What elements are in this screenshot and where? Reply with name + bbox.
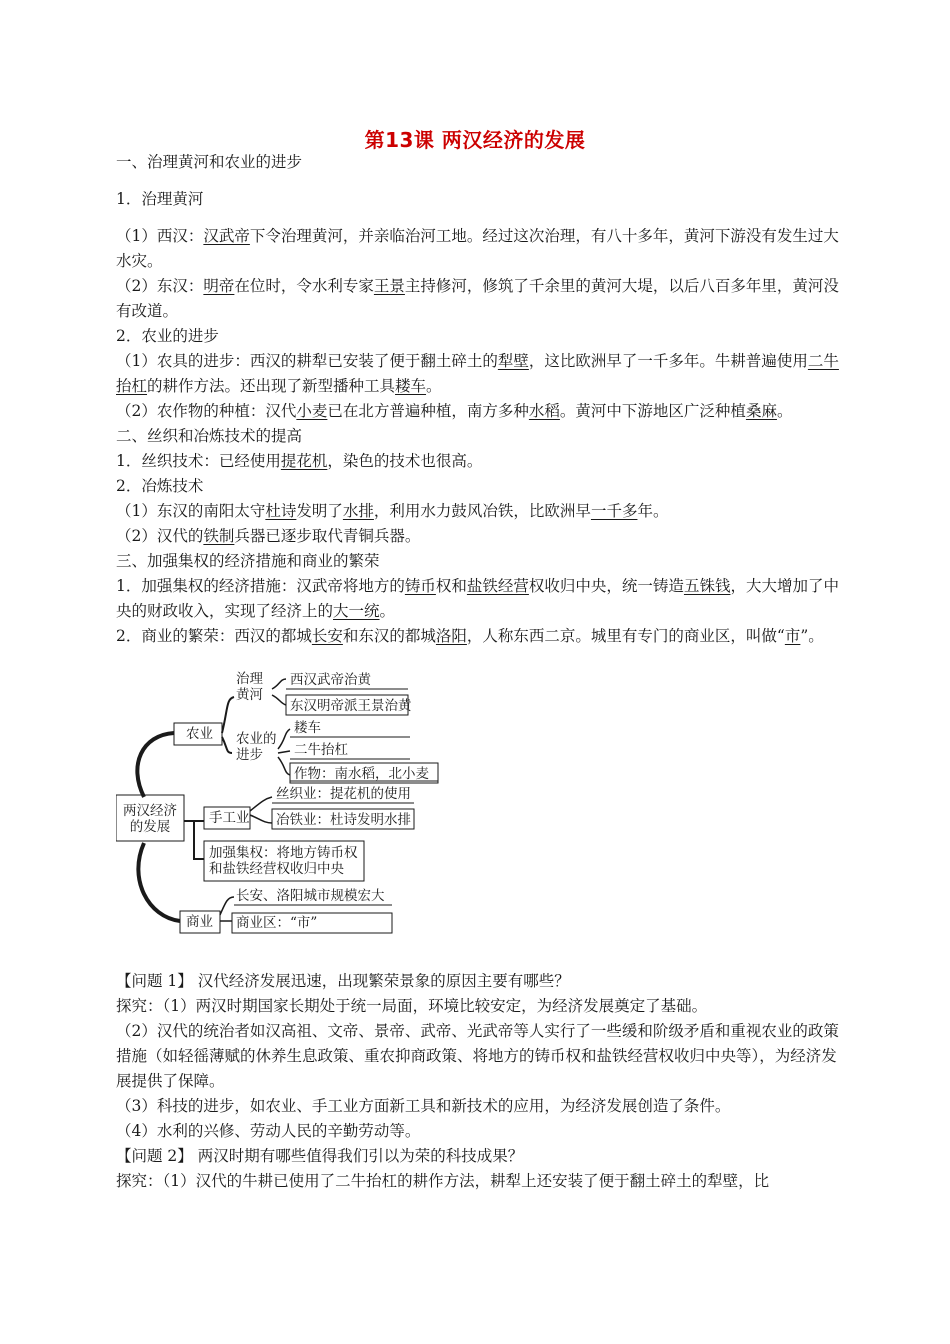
key-term: 明帝: [203, 277, 235, 295]
text-run: （1）西汉：: [116, 227, 204, 245]
text-run: ，这比欧洲早了一千多年。牛耕普遍使用: [528, 352, 808, 370]
mind-map-leaf: 丝织业：提花机的使用: [276, 786, 411, 802]
text-run: 。: [379, 602, 396, 620]
answer-text: 探究：（1）汉代的牛耕已使用了二牛抬杠的耕作方法，耕犁上还安装了便于翻土碎土的犁壁，比: [116, 1172, 770, 1190]
paragraph: [116, 499, 846, 524]
text-run: 在位时，令水利专家: [234, 277, 374, 295]
paragraph: [116, 349, 846, 399]
key-term: 耧车: [395, 377, 427, 395]
key-term: 一千多: [590, 502, 638, 520]
key-term: 盐铁经营: [466, 577, 529, 595]
key-term: 洛阳: [435, 627, 467, 645]
text-run: 。: [776, 402, 793, 420]
subsection-heading: 1．治理黄河: [116, 190, 204, 208]
mind-map-root: 两汉经济的发展: [123, 803, 177, 835]
text-run: 。黄河中下游地区广泛种植: [559, 402, 746, 420]
text-run: （1）农具的进步：西汉的耕犁已安装了便于翻土碎土的: [116, 352, 498, 370]
text-run: （1）东汉的南阳太守: [116, 502, 266, 520]
text-run: ，染色的技术也很高。: [327, 452, 483, 470]
text-run: （2）汉代的: [116, 527, 204, 545]
key-term: 铁制: [203, 527, 235, 545]
text-run: 发明了: [296, 502, 343, 520]
text-run: 1．加强集权的经济措施：汉武帝将地方的: [116, 577, 405, 595]
key-term: 小麦: [296, 402, 328, 420]
text-run: 主持修河，修筑了千余里的黄河大堤，以后八百多年里，黄河没有改道。: [116, 277, 839, 320]
key-term: 提花机: [280, 452, 328, 470]
key-term: 犁壁: [497, 352, 529, 370]
key-term: 水稻: [528, 402, 560, 420]
mind-map-leaf: 东汉明帝派王景治黄: [290, 698, 412, 714]
key-term: 铸币: [404, 577, 436, 595]
mind-map-leaf: 商业区：“市”: [236, 915, 318, 931]
paragraph: [116, 574, 846, 624]
text-run: ，大大增加了中央的财政收入，实现了经济上的: [116, 577, 839, 620]
mind-map-leaf: 西汉武帝治黄: [290, 672, 371, 688]
question-heading: 【问题 2】 两汉时期有哪些值得我们引以为荣的科技成果？: [116, 1147, 524, 1165]
section-heading: 一、治理黄河和农业的进步: [116, 153, 303, 171]
text-run: ，人称东西二京。城里有专门的商业区，叫做“: [466, 627, 785, 645]
text-run: 的耕作方法。还出现了新型播种工具: [147, 377, 396, 395]
subsection-heading: 2．冶炼技术: [116, 477, 204, 495]
text-run: 。: [426, 377, 442, 395]
text-run: 权收归中央，统一铸造: [528, 577, 684, 595]
paragraph: [116, 449, 846, 474]
paragraph: [116, 399, 846, 424]
text-run: 已在北方普遍种植，南方多种: [327, 402, 529, 420]
key-term: 王景: [373, 277, 405, 295]
key-term: 五铢钱: [683, 577, 731, 595]
text-run: ，利用水力鼓风冶铁，比欧洲早: [373, 502, 591, 520]
question-heading: 【问题 1】 汉代经济发展迅速，出现繁荣景象的原因主要有哪些？: [116, 972, 570, 990]
mind-map-leaf: 长安、洛阳城市规模宏大: [236, 888, 385, 904]
text-run: ”。: [800, 627, 824, 645]
text-run: 年。: [637, 502, 669, 520]
mind-map-leaf: 冶铁业：杜诗发明水排: [276, 812, 411, 828]
mind-map-node-centralization: 加强集权：将地方铸币权和盐铁经营权收归中央: [209, 845, 358, 877]
paragraph: [116, 524, 846, 549]
mind-map-diagram: [116, 669, 456, 947]
paragraph: [116, 624, 846, 649]
answer-text: （3）科技的进步，如农业、手工业方面新工具和新技术的应用，为经济发展创造了条件。: [116, 1097, 731, 1115]
text-run: （2）东汉：: [116, 277, 204, 295]
text-run: （2）农作物的种植：汉代: [116, 402, 297, 420]
mind-map-leaf: 作物：南水稻，北小麦: [294, 766, 429, 782]
answer-text: （2）汉代的统治者如汉高祖、文帝、景帝、武帝、光武帝等人实行了一些缓和阶级矛盾和重视农业的政策措施（如轻徭薄赋的休养生息政策、重农抑商政策、将地方的铸币权和盐铁经营权收归中央等），为经济发展提供了保障。: [116, 1022, 839, 1090]
answer-text: 探究：（1）两汉时期国家长期处于统一局面，环境比较安定，为经济发展奠定了基础。: [116, 997, 708, 1015]
text-run: 2．商业的繁荣：西汉的都城: [116, 627, 312, 645]
text-run: 兵器已逐步取代青铜兵器。: [234, 527, 421, 545]
mind-map-node-yellow-river: 治理黄河: [236, 671, 263, 703]
text-run: 1．丝织技术：已经使用: [116, 452, 281, 470]
key-term: 杜诗: [265, 502, 297, 520]
lesson-title: 第13课 两汉经济的发展: [364, 128, 586, 152]
mind-map-node-agriculture: 农业: [186, 726, 213, 742]
subsection-heading: 2．农业的进步: [116, 327, 219, 345]
section-heading: 二、丝织和冶炼技术的提高: [116, 427, 303, 445]
text-run: 权和: [435, 577, 467, 595]
mind-map-node-handicraft: 手工业: [209, 810, 250, 826]
key-term: 水排: [342, 502, 374, 520]
key-term: 汉武帝: [203, 227, 250, 245]
answer-text: （4）水利的兴修、劳动人民的辛勤劳动等。: [116, 1122, 421, 1140]
mind-map-leaf: 耧车: [294, 720, 321, 736]
key-term: 二牛抬杠: [116, 352, 839, 395]
key-term: 长安: [311, 627, 343, 645]
mind-map-node-agri-progress: 农业的进步: [236, 731, 277, 763]
text-run: 下令治理黄河，并亲临治河工地。经过这次治理，有八十多年，黄河下游没有发生过大水灾。: [116, 227, 839, 270]
mind-map-leaf: 二牛抬杠: [294, 742, 348, 758]
key-term: 大一统: [333, 602, 380, 620]
mind-map-node-commerce: 商业: [186, 914, 213, 930]
document-body: [116, 150, 846, 1194]
section-heading: 三、加强集权的经济措施和商业的繁荣: [116, 552, 380, 570]
paragraph: [116, 274, 846, 324]
text-run: 和东汉的都城: [342, 627, 436, 645]
key-term: 市: [784, 627, 801, 645]
paragraph: [116, 224, 846, 274]
key-term: 桑麻: [745, 402, 777, 420]
